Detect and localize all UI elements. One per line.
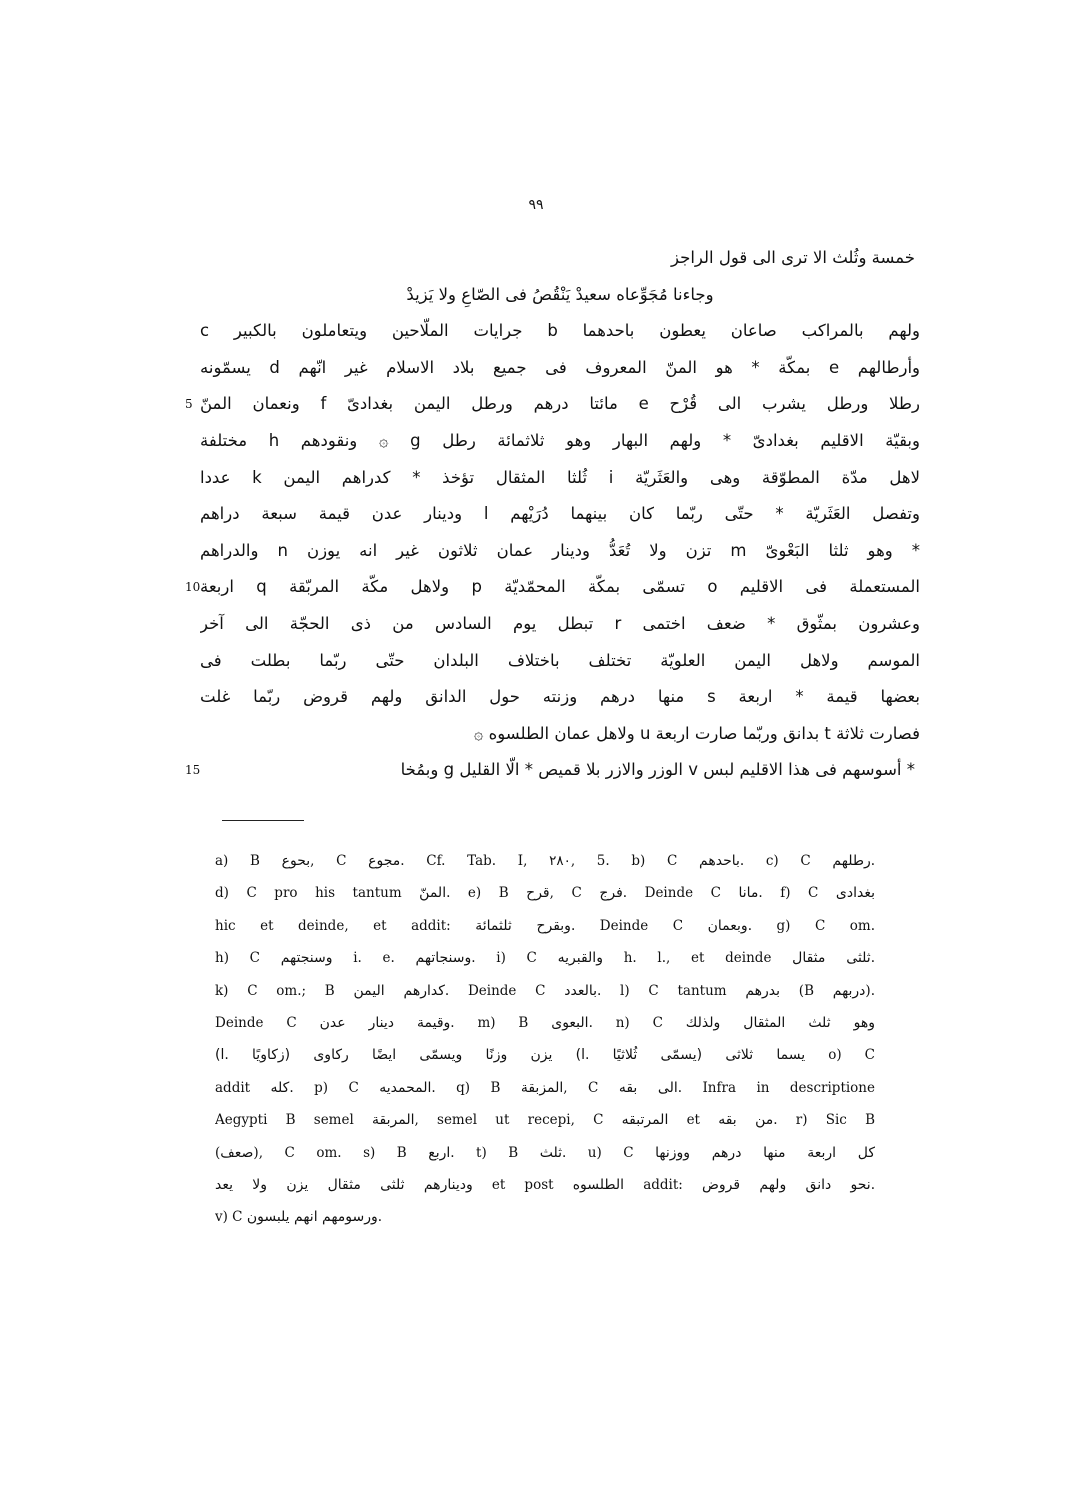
footnote-text: . r) Sic B xyxy=(773,1112,875,1129)
footnote-arabic: المحمديه xyxy=(379,1079,432,1096)
footnote-text: Deinde C xyxy=(215,1014,320,1031)
footnote-line xyxy=(215,877,875,909)
text-line: * أسوسهم فى هذا الاقليم لبس v الوزر والازر بلا قميص * الّا القليل g وبمُخا xyxy=(400,760,915,780)
footnote-arabic: بغدادى xyxy=(835,885,875,902)
footnote-text: . n) C xyxy=(588,1014,686,1031)
footnote-arabic: فرج xyxy=(599,885,623,902)
text-line: * وهو ثلثا البَعْوىّ m تزن ولا تُعَدُّ ودينار عمان ثلاثون غير انه يوزن n والدراهم xyxy=(200,540,920,560)
footnote-text: . i) C xyxy=(471,950,558,967)
footnote-text: . l) C tantum xyxy=(597,982,746,999)
footnote-text: v) C xyxy=(215,1209,247,1226)
footnote-line xyxy=(215,1039,875,1071)
footnote-arabic: وبقرح ثلثمائة xyxy=(475,917,571,934)
footnote-arabic: البعوى xyxy=(551,1014,589,1031)
footnote-text: h. l., et deinde xyxy=(602,950,793,967)
footnote-text: . Deinde C xyxy=(444,982,565,999)
footnote-text: . t) B xyxy=(450,1144,540,1161)
footnote-text: ). xyxy=(865,982,875,999)
footnote-arabic: اربع xyxy=(428,1144,451,1161)
footnote-arabic: وبعمان xyxy=(707,917,748,934)
footnote-text: ), C om. s) B xyxy=(253,1144,429,1161)
footnote-arabic: كل اربعة منها درهم ووزنها xyxy=(655,1144,875,1161)
footnote-text: . m) B xyxy=(450,1014,552,1031)
footnote-arabic: بالعدد xyxy=(564,982,598,999)
text-line: وجاءنا مُجَوِّعاه سعيدْ يَنْقُصُ فى الصّاعِ ولا يَزيدْ xyxy=(406,284,714,304)
main-text xyxy=(200,240,920,789)
footnote-arabic: نحو دانق ولهم قروض xyxy=(702,1176,871,1193)
text-line: الموسم ولاهل اليمن العلويّة تختلف باختلاف البلدان حتّى ربّما بطلت فى xyxy=(200,650,920,670)
footnote-arabic: كدارهم اليمن xyxy=(353,982,445,999)
page-number: ٩٩ xyxy=(528,197,544,213)
footnote-arabic: ثلثى مثقال xyxy=(792,950,871,967)
footnote-text: . u) C xyxy=(562,1144,656,1161)
footnote-arabic: الى بقه xyxy=(618,1079,678,1096)
text-line: خمسة وثُلث الا ترى الى قول الراجز xyxy=(671,248,915,267)
footnote-text: . xyxy=(377,1209,383,1226)
text-line: وأرطالهم e بمكّة * هو المنّ المعروف فى جميع بلاد الاسلام غير انّهم d يسمّونه xyxy=(200,357,920,377)
footnote-text: . xyxy=(870,853,875,869)
line-number: 10 xyxy=(185,580,201,595)
footnote-text: . Deinde C xyxy=(570,917,708,934)
footnote-text: et post xyxy=(472,1176,573,1193)
footnote-arabic: رطلهم xyxy=(832,853,871,869)
footnote-arabic: وقيمة دينار عدن xyxy=(319,1014,451,1031)
footnote-text: . Cf. Tab. I, ٢٨٠, 5. b) C xyxy=(400,853,700,869)
footnote-text: . f) C xyxy=(758,885,836,902)
footnote-text: d) C pro his tantum xyxy=(215,885,420,902)
footnote-line xyxy=(215,1072,875,1104)
footnote-text: et xyxy=(668,1112,719,1129)
footnotes xyxy=(215,845,875,1234)
footnote-text: . Deinde C xyxy=(622,885,739,902)
footnote-text: . q) B xyxy=(431,1079,521,1096)
footnote-arabic: قرح xyxy=(526,885,550,902)
footnote-arabic: الطلسوه xyxy=(572,1176,625,1193)
text-line: لاهل مدّة المطوّقة وهى والعَثَريّة i ثُلثا المثقال تؤخذ * كدراهم اليمن k عددا xyxy=(200,467,920,487)
text-line: وعشرون بمثّوق * ضعف اختمى r تبطل يوم السادس من ذى الحجّة الى آخر xyxy=(200,613,920,633)
footnote-text: . e) B xyxy=(446,885,527,902)
footnote-arabic: بدرهم xyxy=(745,982,781,999)
footnote-text: addit: xyxy=(624,1176,702,1193)
footnote-text: hic et deinde, et addit: xyxy=(215,917,476,934)
footnote-arabic: وسنجاتهم xyxy=(415,950,472,967)
footnote-line xyxy=(215,1007,875,1039)
text-line: وبقيّة الاقليم بغدادىّ * ولهم البهار وهو ثلاثمائة رطل g ۞ ونقودهم h مختلفة xyxy=(200,430,920,450)
footnote-arabic: ورسومهم انهم يلبسون xyxy=(246,1209,378,1226)
footnote-arabic: من بقه xyxy=(718,1112,774,1129)
line-number: 15 xyxy=(185,763,201,778)
footnote-line xyxy=(215,845,875,877)
line-number: 5 xyxy=(185,397,193,412)
footnote-text: . p) C xyxy=(289,1079,380,1096)
footnote-text: addit xyxy=(215,1079,271,1096)
text-line: بعضها قيمة * اربعة s منها درهم وزنته حول الدانق ولهم قروض ربّما غلت xyxy=(200,687,920,707)
footnote-text: o) C xyxy=(805,1047,875,1064)
text-line: فصارت ثلاثة t بدانق وربّما صارت اربعة u ولاهل عمان الطلسوه ۞ xyxy=(473,723,920,743)
footnote-arabic: والقبريه xyxy=(557,950,603,967)
footnote-text: a) B xyxy=(215,853,282,869)
footnote-arabic: المنّ xyxy=(419,885,447,902)
footnote-line xyxy=(215,1137,875,1169)
footnote-line xyxy=(215,942,875,974)
footnote-text: k) C om.; B xyxy=(215,982,354,999)
footnote-text: . xyxy=(870,950,875,967)
footnote-arabic: بحوع xyxy=(281,853,311,869)
footnote-arabic: المرتبقه xyxy=(621,1112,669,1129)
footnote-text: . c) C xyxy=(739,853,833,869)
footnote-text: ( xyxy=(215,1144,221,1161)
footnote-text: Aegypti B semel xyxy=(215,1112,373,1129)
text-line: ولهم بالمراكب صاعان يعطون باحدهما b جرايات الملّاحين ويتعاملون بالكبير c xyxy=(200,321,920,341)
footnote-line xyxy=(215,1104,875,1136)
footnote-text: , C xyxy=(549,885,600,902)
footnote-arabic: وسنجتهم xyxy=(280,950,333,967)
footnote-rule xyxy=(222,820,304,821)
text-line: وتفصل العَثَريّة * حتّى ربّما كان بينهما دُرَيْهم l ودينار عدن قيمة سبعة دراهم xyxy=(200,504,920,524)
footnote-text: . Infra in descriptione xyxy=(677,1079,875,1096)
footnote-text: , semel ut recepi, C xyxy=(414,1112,622,1129)
footnote-arabic: كله xyxy=(270,1079,290,1096)
footnote-arabic: مجوع xyxy=(368,853,401,869)
footnote-line xyxy=(215,1169,875,1201)
footnote-text: , C xyxy=(310,853,369,869)
footnote-arabic: مانا xyxy=(738,885,759,902)
footnote-text: . xyxy=(870,1176,875,1193)
footnote-text: . g) C om. xyxy=(747,917,875,934)
text-line: المستعملة فى الاقليم o تسمّى بمكّة المحمّديّة p ولاهل مكّة المربّقة q اربعة xyxy=(200,577,920,597)
footnote-arabic: يسما ثلاثى (يسمّى ثُلاثيًا .l) يزن وزنًا ويسمّى ايضًا ركاوى (زكاويًا .l) xyxy=(215,1047,806,1064)
footnote-line xyxy=(215,910,875,942)
footnote-line xyxy=(215,975,875,1007)
footnote-text: h) C xyxy=(215,950,281,967)
footnote-arabic: ودينارهم ثلثى مثقال يزن ولا يعد xyxy=(215,1176,473,1193)
footnote-text: i. e. xyxy=(332,950,416,967)
footnote-arabic: ثلث xyxy=(539,1144,562,1161)
footnote-arabic: المربقة xyxy=(372,1112,415,1129)
footnote-text: (B xyxy=(780,982,833,999)
footnote-line xyxy=(215,1201,875,1233)
footnote-text: , C xyxy=(563,1079,619,1096)
footnote-arabic: صعف xyxy=(220,1144,254,1161)
footnote-arabic: باحدهم xyxy=(699,853,740,869)
footnote-arabic: المزبقة xyxy=(520,1079,564,1096)
footnote-arabic: دربهم xyxy=(832,982,866,999)
text-line: رطلا ورطل يشرب الى قُرْح e مائتا درهم ورطل اليمن بغدادىّ f ونعمان المنّ xyxy=(200,394,920,414)
footnote-arabic: وهو ثلث المثقال ولذلك xyxy=(685,1014,875,1031)
